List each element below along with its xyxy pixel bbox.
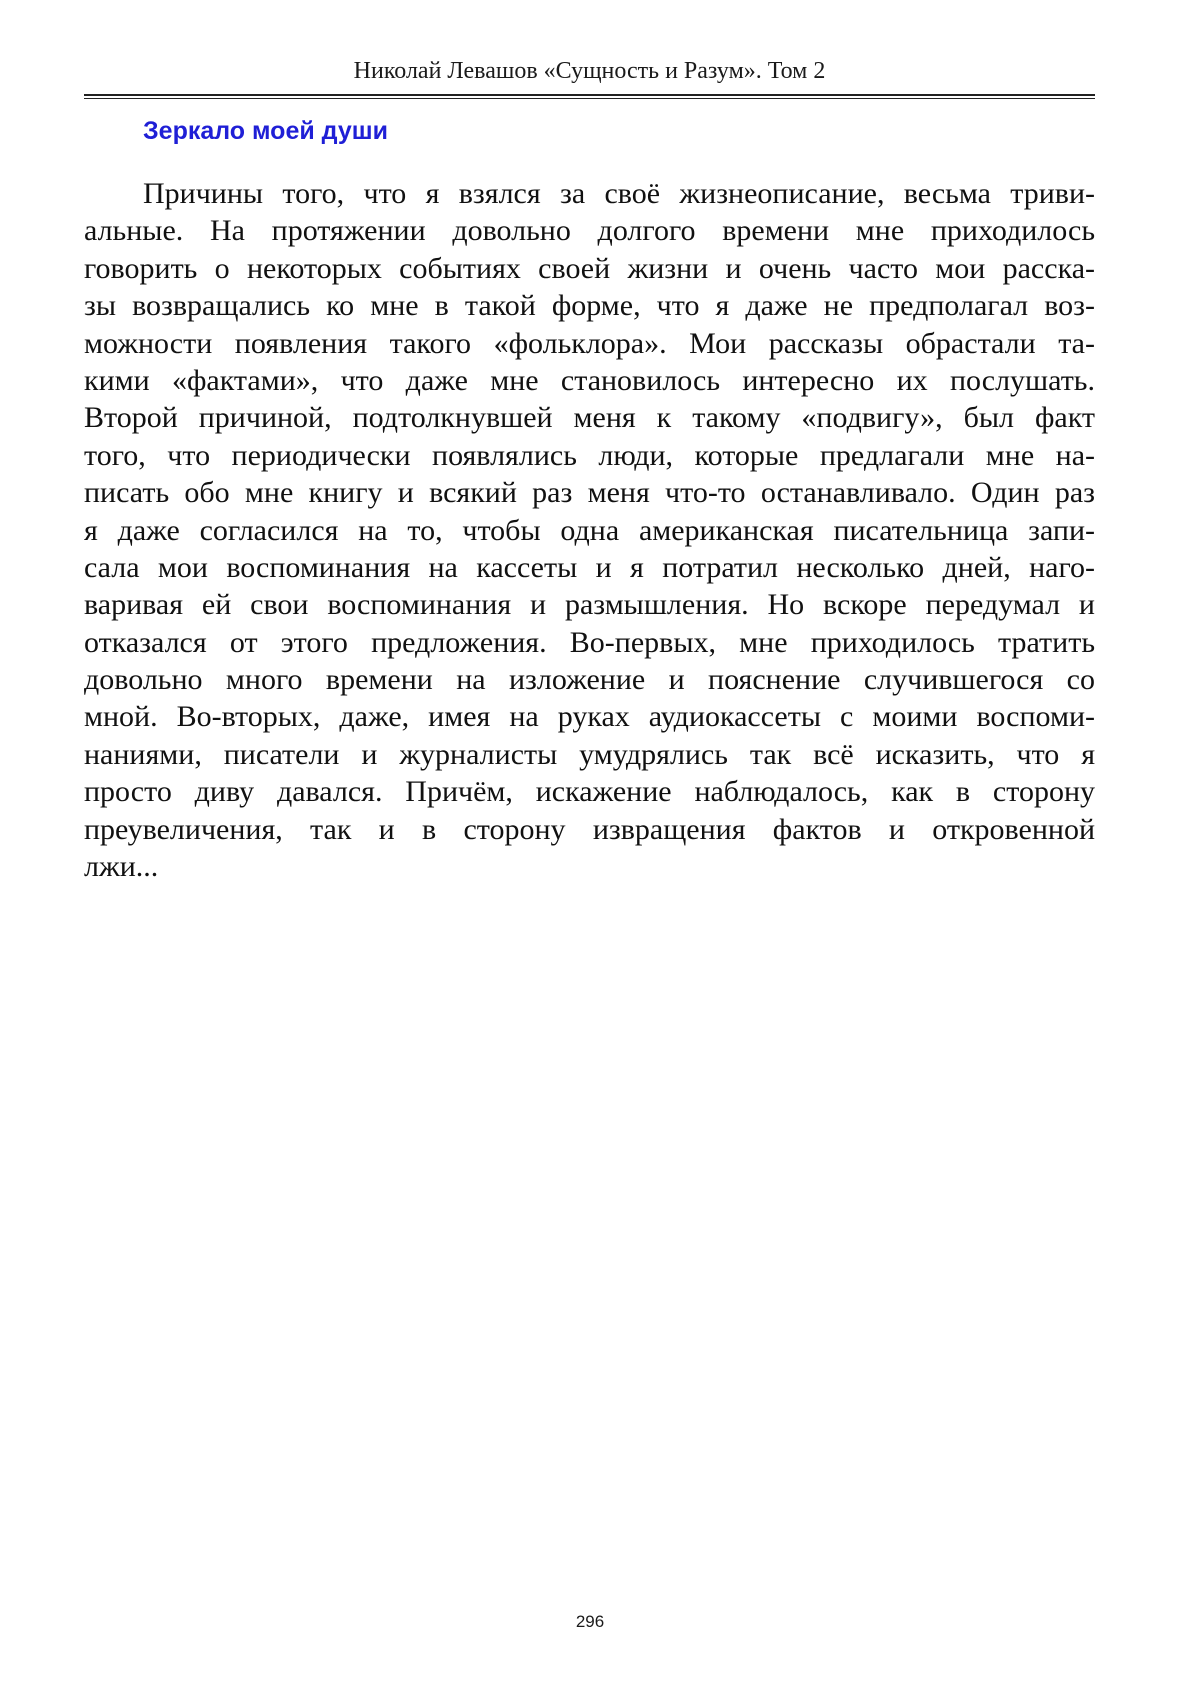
paragraph-line: сала мои воспоминания на кассеты и я потратил несколько дней, наго-: [84, 550, 1095, 584]
paragraph-line: альные. На протяжении довольно долгого времени мне приходилось: [84, 214, 1095, 248]
body-paragraph: [84, 175, 1095, 885]
paragraph-line: Причины того, что я взялся за своё жизнеописание, весьма триви-: [143, 177, 1095, 210]
paragraph-line: писать обо мне книгу и всякий раз меня что-то останавливало. Один раз: [84, 476, 1095, 510]
paragraph-line: преувеличения, так и в сторону извращения фактов и откровенной: [84, 812, 1095, 846]
paragraph-line: лжи...: [84, 850, 159, 884]
paragraph-line: довольно много времени на изложение и пояснение случившегося со: [84, 663, 1095, 697]
paragraph-line: можности появления такого «фольклора». Мои рассказы обрастали та-: [84, 326, 1095, 360]
paragraph-line: кими «фактами», что даже мне становилось интересно их послушать.: [84, 363, 1095, 397]
paragraph-line: зы возвращались ко мне в такой форме, что я даже не предполагал воз-: [84, 289, 1095, 323]
paragraph-line: просто диву давался. Причём, искажение наблюдалось, как в сторону: [84, 775, 1095, 809]
paragraph-line: я даже согласился на то, чтобы одна американская писательница запи-: [84, 513, 1095, 547]
page-number: 296: [575, 1612, 605, 1631]
header-rule-thick: [84, 94, 1095, 96]
paragraph-line: того, что периодически появлялись люди, которые предлагали мне на-: [84, 438, 1095, 472]
paragraph-line: говорить о некоторых событиях своей жизни и очень часто мои расска-: [84, 251, 1095, 285]
header-rule-thin: [84, 98, 1095, 99]
paragraph-line: отказался от этого предложения. Во-первых, мне приходилось тратить: [84, 625, 1095, 659]
section-title: Зеркало моей души: [143, 117, 388, 145]
paragraph-line: варивая ей свои воспоминания и размышления. Но вскоре передумал и: [84, 588, 1095, 622]
paragraph-line: мной. Во-вторых, даже, имея на руках аудиокассеты с моими воспоми-: [84, 700, 1095, 734]
running-header: Николай Левашов «Сущность и Разум». Том 2: [353, 58, 826, 84]
paragraph-line: наниями, писатели и журналисты умудрялись так всё исказить, что я: [84, 737, 1095, 771]
paragraph-line: Второй причиной, подтолкнувшей меня к такому «подвигу», был факт: [84, 401, 1095, 435]
